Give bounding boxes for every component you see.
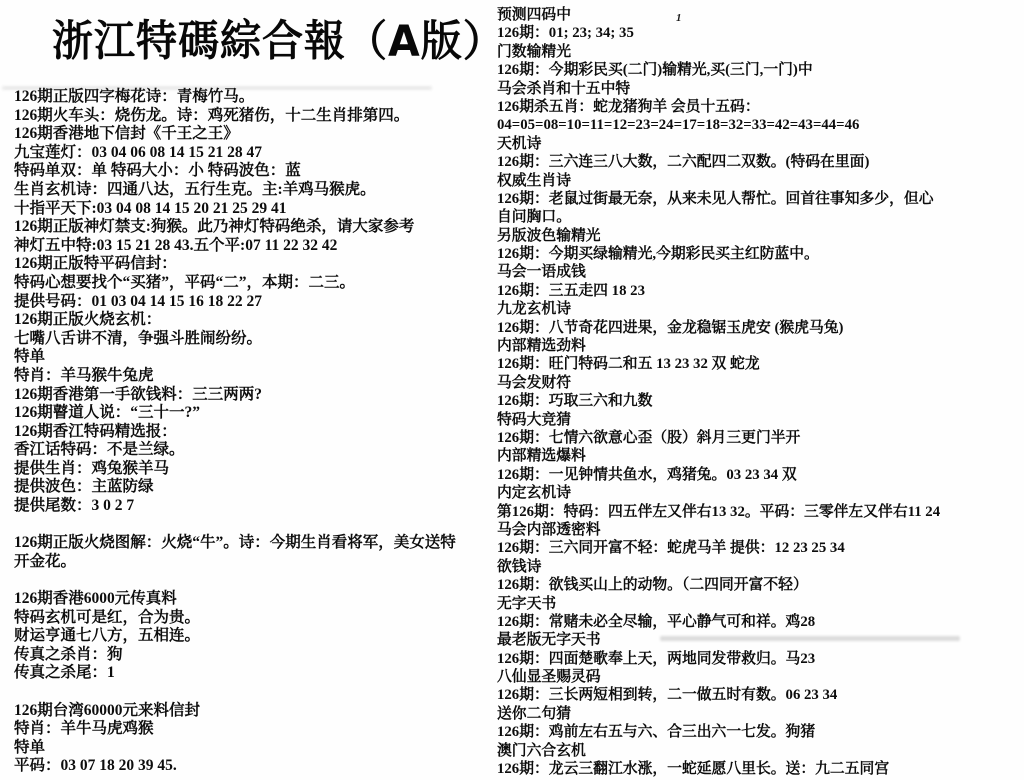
- text-line: [14, 683, 514, 702]
- text-line: [14, 571, 514, 590]
- text-line: 八仙显圣赐灵码: [497, 669, 601, 686]
- text-line: 特码玄机可是红，合为贵。: [14, 608, 201, 626]
- text-line: 神灯五中特:03 15 21 28 43.五个平:07 11 22 32 42: [14, 236, 338, 254]
- text-line: 马会内部透密料: [497, 521, 601, 538]
- text-line: 九宝莲灯：03 04 06 08 14 15 21 28 47: [14, 143, 263, 161]
- text-line: 内部精选爆料: [497, 448, 586, 465]
- text-line: 澳门六合玄机: [497, 742, 586, 759]
- left-column: [14, 88, 514, 776]
- text-line: 内部精选劲料: [497, 338, 586, 355]
- text-line: 特单: [14, 348, 46, 366]
- text-line: 平码：03 07 18 20 39 45.: [14, 757, 177, 775]
- text-line: 126期正版四字梅花诗：青梅竹马。: [14, 88, 255, 105]
- text-line: 126期：四面楚歌奉上天，两地同发带救归。马23: [497, 650, 816, 667]
- text-line: 生肖玄机诗：四通八达，五行生克。主:羊鸡马猴虎。: [14, 180, 376, 198]
- text-line: 04=05=08=10=11=12=23=24=17=18=32=33=42=43=44=46: [497, 117, 860, 134]
- text-line: 马会杀肖和十五中特: [497, 80, 631, 97]
- text-line: 126期：三六同开富不轻：蛇虎马羊 提供：12 23 25 34: [497, 540, 845, 557]
- text-line: 预测四码中: [497, 7, 571, 23]
- text-line: 提供波色：主蓝防绿: [14, 478, 154, 496]
- text-line: 126期香江特码精选报：: [14, 422, 177, 440]
- text-line: 126期正版特平码信封：: [14, 255, 177, 273]
- text-line: 126期：今期彩民买(二门)输精光,买(三门,一门)中: [497, 62, 813, 79]
- text-line: 十指平天下:03 04 08 14 15 20 21 25 29 41: [14, 199, 287, 217]
- text-line: 特单: [14, 738, 46, 756]
- text-line: 特肖：羊马猴牛兔虎: [14, 366, 154, 384]
- text-line: 马会一语成钱: [497, 264, 586, 281]
- text-line: 126期：七情六欲意心歪（股）斜月三更门半开: [497, 429, 801, 446]
- text-line: 126期瞽道人说：“三十一?”: [14, 404, 201, 422]
- text-line: 九龙玄机诗: [497, 301, 571, 318]
- text-line: 126期台湾60000元来料信封: [14, 701, 201, 719]
- text-line: 126期：龙云三翻江水涨，一蛇延愿八里长。送：九二五同宫: [497, 761, 890, 778]
- page-title: 浙江特碼綜合報（A版）: [52, 16, 505, 67]
- text-line: 香江话特码：不是兰绿。: [14, 441, 185, 459]
- text-line: 126期香港第一手欲钱料：三三两两?: [14, 385, 263, 403]
- text-line: 126期：欲钱买山上的动物。（二四同开富不轻）: [497, 577, 808, 594]
- text-line: 126期：三长两短相到转，二一做五时有数。06 23 34: [497, 687, 838, 704]
- text-line: 提供生肖：鸡兔猴羊马: [14, 459, 170, 477]
- text-line: 126期：一见钟情共鱼水，鸡猪兔。03 23 34 双: [497, 466, 797, 483]
- text-line: 开金花。: [14, 552, 77, 570]
- text-line: 126期：八节奇花四进果，金龙稳锯玉虎安 (猴虎马兔): [497, 319, 844, 336]
- text-line: 126期：常赌未必全尽输，平心静气可和祥。鸡28: [497, 613, 816, 630]
- text-line: 126期杀五肖：蛇龙猪狗羊 会员十五码：: [497, 98, 760, 115]
- text-line: 马会发财符: [497, 374, 571, 391]
- text-line: 财运亨通七八方，五相连。: [14, 627, 201, 645]
- text-line: 门数输精光: [497, 43, 571, 60]
- text-line: 自问胸口。: [497, 209, 571, 226]
- text-line: 126期：三五走四 18 23: [497, 282, 645, 299]
- text-line: 提供尾数：3 0 2 7: [14, 497, 135, 515]
- text-line: 第126期：特码：四五伴左又伴右13 32。平码：三零伴左又伴右11 24: [497, 503, 941, 520]
- stray-print-mark: 1: [676, 12, 682, 24]
- text-line: 126期：01; 23; 34; 35: [497, 25, 634, 42]
- text-line: 126期：旺门特码二和五 13 23 32 双 蛇龙: [497, 356, 760, 373]
- print-smudge: [660, 636, 960, 641]
- text-line: 内定玄机诗: [497, 485, 571, 502]
- text-line: 特码心想要找个“买猪”，平码“二”，本期：二三。: [14, 273, 356, 291]
- text-line: 126期：今期买绿输精光,今期彩民买主红防蓝中。: [497, 246, 819, 263]
- text-line: 欲钱诗: [497, 558, 542, 575]
- text-line: 另版波色输精光: [497, 227, 601, 244]
- text-line: 特码单双：单 特码大小：小 特码波色：蓝: [14, 162, 301, 180]
- text-line: 126期正版火烧玄机：: [14, 311, 162, 329]
- text-line: 126期正版火烧图解：火烧“牛”。诗：今期生肖看将军，美女送特: [14, 534, 456, 552]
- text-line: 最老版无字天书: [497, 632, 601, 649]
- text-line: 传真之杀肖：狗: [14, 645, 123, 663]
- text-line: 送你二句猜: [497, 705, 571, 722]
- text-line: 提供号码：01 03 04 14 15 16 18 22 27: [14, 292, 263, 310]
- text-line: 126期香港地下信封《千王之王》: [14, 125, 239, 143]
- text-line: 126期：鸡前左右五与六、合三出六一七发。狗猪: [497, 724, 816, 741]
- text-line: 无字天书: [497, 595, 557, 612]
- text-line: 权威生肖诗: [497, 172, 571, 189]
- text-line: 126期：巧取三六和九数: [497, 393, 653, 410]
- text-line: 传真之杀尾：1: [14, 664, 115, 682]
- text-line: 126期：老鼠过街最无奈，从来未见人帮忙。回首往事知多少，但心: [497, 190, 934, 207]
- text-line: 126期：三六连三八大数，二六配四二双数。(特码在里面): [497, 154, 870, 171]
- text-line: [14, 516, 514, 535]
- text-line: 七嘴八舌讲不清，争强斗胜闹纷纷。: [14, 329, 263, 347]
- text-line: 126期香港6000元传真料: [14, 590, 177, 608]
- text-line: 天机诗: [497, 135, 542, 152]
- text-line: 特肖：羊牛马虎鸡猴: [14, 720, 154, 738]
- text-line: 126期火车头：烧伤龙。诗：鸡死猪伤，十二生肖排第四。: [14, 106, 410, 124]
- text-line: 特码大竞猜: [497, 411, 571, 428]
- text-line: 126期正版神灯禁支:狗猴。此乃神灯特码绝杀，请大家参考: [14, 218, 415, 236]
- print-smudge: [2, 86, 432, 90]
- right-column: [497, 6, 1021, 778]
